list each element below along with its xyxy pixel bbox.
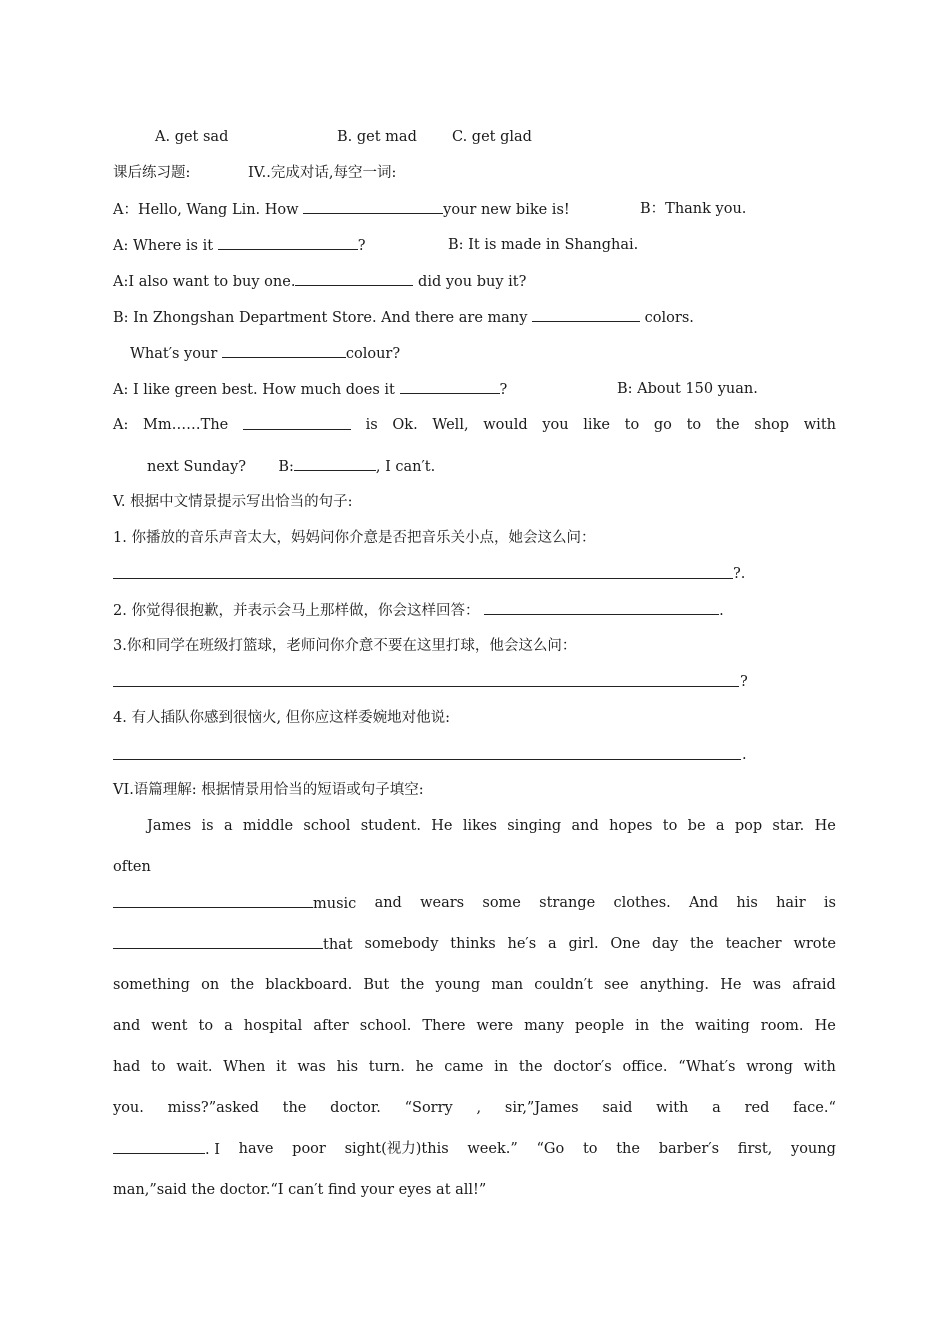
- word: James: [147, 818, 192, 834]
- word: go: [653, 417, 672, 433]
- word: He: [814, 1018, 836, 1034]
- word: to: [662, 818, 678, 834]
- word: first,: [737, 1141, 773, 1157]
- answer-blank[interactable]: [243, 415, 351, 430]
- word: a: [547, 936, 557, 952]
- word: on: [201, 977, 220, 993]
- word: miss?”asked: [167, 1100, 259, 1116]
- word: anything.: [639, 977, 710, 993]
- word: wears: [420, 895, 465, 911]
- word: One: [610, 936, 641, 952]
- word: young: [435, 977, 481, 993]
- word: was: [752, 977, 782, 993]
- word: week.”: [467, 1141, 518, 1157]
- dialog-text: A:I also want to buy one.: [113, 274, 296, 290]
- dialog-text: A：Hello, Wang Lin. How: [113, 202, 299, 218]
- answer-blank[interactable]: [295, 271, 413, 286]
- word: is: [201, 818, 214, 834]
- word: singing: [507, 818, 562, 834]
- word: He: [720, 977, 742, 993]
- word: said: [602, 1100, 633, 1116]
- word: shop: [754, 417, 790, 433]
- dialog-line-7: [113, 415, 836, 435]
- word: blackboard.: [265, 977, 353, 993]
- passage-line-3: [113, 893, 836, 914]
- dialog-line-8: [147, 456, 435, 477]
- answer-line[interactable]: [113, 686, 739, 687]
- answer-blank[interactable]: [218, 235, 358, 250]
- dialog-text: B:: [278, 459, 294, 475]
- dialog-text: What′s your: [130, 346, 218, 362]
- word: would: [483, 417, 528, 433]
- dialog-line-4: [113, 307, 694, 328]
- word: a: [715, 818, 725, 834]
- word: he′s: [507, 936, 537, 952]
- section6-title: VI.语篇理解: 根据情景用恰当的短语或句子填空:: [113, 782, 424, 798]
- word: went: [151, 1018, 188, 1034]
- question-4-end: .: [742, 747, 747, 763]
- question-1: 1. 你播放的音乐声音太大，妈妈问你介意是否把音乐关小点，她会这么问：: [113, 530, 596, 546]
- word: were: [476, 1018, 514, 1034]
- word: the: [230, 977, 255, 993]
- dialog-text: ?: [357, 238, 366, 254]
- word: wrong: [746, 1059, 793, 1075]
- dialog-text: B: In Zhongshan Department Store. And there are many: [113, 310, 528, 326]
- passage-line-2: often: [113, 859, 151, 875]
- word: He: [431, 818, 453, 834]
- passage-line-5: [113, 975, 836, 995]
- word: He: [814, 818, 836, 834]
- word: wait.: [176, 1059, 213, 1075]
- word: man: [491, 977, 524, 993]
- word: face.“: [793, 1100, 836, 1116]
- question-2: [113, 600, 724, 621]
- dialog-line-2: [113, 235, 365, 256]
- word: turn.: [368, 1059, 405, 1075]
- word: wrote: [793, 936, 836, 952]
- word: and: [571, 818, 599, 834]
- option-b: B. get mad: [337, 129, 417, 145]
- word: hospital: [243, 1018, 303, 1034]
- word: he: [415, 1059, 434, 1075]
- word: star.: [772, 818, 805, 834]
- word: “Go: [536, 1141, 565, 1157]
- word: many: [524, 1018, 565, 1034]
- word: When: [223, 1059, 266, 1075]
- word: see: [604, 977, 629, 993]
- word: sir,”James: [504, 1100, 579, 1116]
- dialog-reply-2: B: It is made in Shanghai.: [448, 237, 639, 253]
- word: hopes: [609, 818, 653, 834]
- word: music: [313, 896, 357, 912]
- question-text: 2. 你觉得很抱歉，并表示会马上那样做，你会这样回答：: [113, 603, 480, 619]
- answer-blank[interactable]: [303, 199, 443, 214]
- word: office.: [622, 1059, 668, 1075]
- word: a: [224, 1018, 233, 1034]
- section4-prefix: 课后练习题:: [113, 165, 191, 181]
- word: the: [690, 936, 714, 952]
- word: school: [303, 818, 351, 834]
- word: barber′s: [658, 1141, 720, 1157]
- word: and: [374, 895, 402, 911]
- word: to: [198, 1018, 214, 1034]
- word: doctor′s: [553, 1059, 612, 1075]
- word: waiting: [694, 1018, 750, 1034]
- word: a: [712, 1100, 721, 1116]
- dialog-text: your new bike is!: [443, 202, 570, 218]
- answer-line[interactable]: [113, 759, 741, 760]
- word: something: [113, 977, 190, 993]
- question-4: 4. 有人插队你感到很恼火, 但你应这样委婉地对他说:: [113, 710, 451, 726]
- passage-line-6: [113, 1016, 836, 1036]
- word: you: [542, 417, 569, 433]
- word: had: [113, 1059, 141, 1075]
- word: a: [223, 818, 233, 834]
- word: with: [803, 417, 836, 433]
- answer-blank[interactable]: [400, 379, 500, 394]
- passage-line-7: [113, 1057, 836, 1077]
- word: ,: [476, 1100, 482, 1116]
- word: likes: [462, 818, 497, 834]
- word: hair: [776, 895, 806, 911]
- dialog-line-6: [113, 379, 507, 400]
- word: it: [276, 1059, 287, 1075]
- word: student.: [360, 818, 421, 834]
- dialog-text: colour?: [345, 346, 401, 362]
- word: to: [686, 417, 702, 433]
- word: is: [823, 895, 836, 911]
- word: sight(视力)this: [344, 1141, 449, 1157]
- passage-line-4: [113, 934, 836, 955]
- word: Mm……The: [143, 417, 229, 433]
- word: you.: [113, 1100, 144, 1116]
- answer-line[interactable]: [113, 578, 733, 579]
- passage-line-9: [113, 1139, 836, 1160]
- question-3-end: ?: [740, 674, 748, 690]
- word: that: [323, 937, 353, 953]
- word: Ok.: [392, 417, 418, 433]
- word: “Sorry: [404, 1100, 453, 1116]
- answer-blank[interactable]: [113, 934, 323, 949]
- dialog-text: A: Where is it: [113, 238, 214, 254]
- word: have: [238, 1141, 274, 1157]
- dialog-text: did you buy it?: [418, 274, 527, 290]
- dialog-text: A: I like green best. How much does it: [113, 382, 395, 398]
- word: red: [744, 1100, 770, 1116]
- word: the: [660, 1018, 684, 1034]
- option-c: C. get glad: [452, 129, 532, 145]
- answer-blank[interactable]: [532, 307, 640, 322]
- question-end: .: [719, 603, 724, 619]
- dialog-reply-6: B: About 150 yuan.: [617, 381, 758, 397]
- word: young: [791, 1141, 836, 1157]
- word: in: [494, 1059, 509, 1075]
- word: strange: [539, 895, 596, 911]
- word: There: [422, 1018, 466, 1034]
- word: afraid: [792, 977, 836, 993]
- word: pop: [734, 818, 763, 834]
- answer-blank[interactable]: [294, 456, 376, 471]
- answer-blank[interactable]: [222, 343, 346, 358]
- word: the: [616, 1141, 640, 1157]
- word: some: [482, 895, 521, 911]
- word: people: [575, 1018, 625, 1034]
- word: the: [400, 977, 425, 993]
- word: to: [624, 417, 640, 433]
- word: . I: [205, 1142, 220, 1158]
- word: the: [518, 1059, 543, 1075]
- word: But: [363, 977, 390, 993]
- word: somebody: [364, 936, 439, 952]
- word: room.: [760, 1018, 804, 1034]
- word: Well,: [432, 417, 469, 433]
- word: with: [656, 1100, 689, 1116]
- dialog-text: colors.: [644, 310, 694, 326]
- answer-blank[interactable]: [113, 1139, 205, 1154]
- word: in: [635, 1018, 650, 1034]
- word: his: [736, 895, 758, 911]
- question-3: 3.你和同学在班级打篮球，老师问你介意不要在这里打球，他会这么问：: [113, 638, 577, 654]
- word: to: [582, 1141, 598, 1157]
- word: is: [365, 417, 378, 433]
- word: to: [151, 1059, 166, 1075]
- word: doctor.: [330, 1100, 381, 1116]
- word: with: [803, 1059, 836, 1075]
- passage-line-10: man,”said the doctor.“I can′t find your eyes at all!”: [113, 1182, 487, 1198]
- word: middle: [242, 818, 294, 834]
- word: couldn′t: [534, 977, 593, 993]
- word: was: [297, 1059, 326, 1075]
- word: and: [113, 1018, 141, 1034]
- word: teacher: [725, 936, 782, 952]
- dialog-text: next Sunday?: [147, 459, 247, 475]
- word: clothes.: [613, 895, 671, 911]
- dialog-line-1: [113, 199, 570, 220]
- answer-blank[interactable]: [113, 893, 313, 908]
- word: be: [687, 818, 706, 834]
- option-a: A. get sad: [155, 129, 229, 145]
- answer-blank[interactable]: [484, 600, 719, 615]
- word: thinks: [450, 936, 496, 952]
- word: came: [444, 1059, 484, 1075]
- section5-title: V. 根据中文情景提示写出恰当的句子:: [113, 494, 353, 510]
- word: “What′s: [678, 1059, 736, 1075]
- passage-line-8: [113, 1098, 836, 1118]
- word: after: [313, 1018, 349, 1034]
- section4-title: IV..完成对话,每空一词:: [248, 165, 397, 181]
- word: A:: [113, 417, 129, 433]
- question-1-end: ?.: [733, 566, 746, 582]
- passage-line-1: [147, 816, 836, 836]
- word: And: [689, 895, 719, 911]
- word: the: [282, 1100, 307, 1116]
- word: day: [652, 936, 679, 952]
- dialog-reply-1: B：Thank you.: [640, 201, 747, 217]
- dialog-text: , I can′t.: [375, 459, 436, 475]
- dialog-line-3: [113, 271, 526, 292]
- word: school.: [359, 1018, 412, 1034]
- word: poor: [292, 1141, 326, 1157]
- dialog-line-5: [130, 343, 400, 364]
- dialog-text: ?: [499, 382, 508, 398]
- word: like: [583, 417, 610, 433]
- word: his: [336, 1059, 359, 1075]
- word: girl.: [568, 936, 599, 952]
- word: the: [715, 417, 740, 433]
